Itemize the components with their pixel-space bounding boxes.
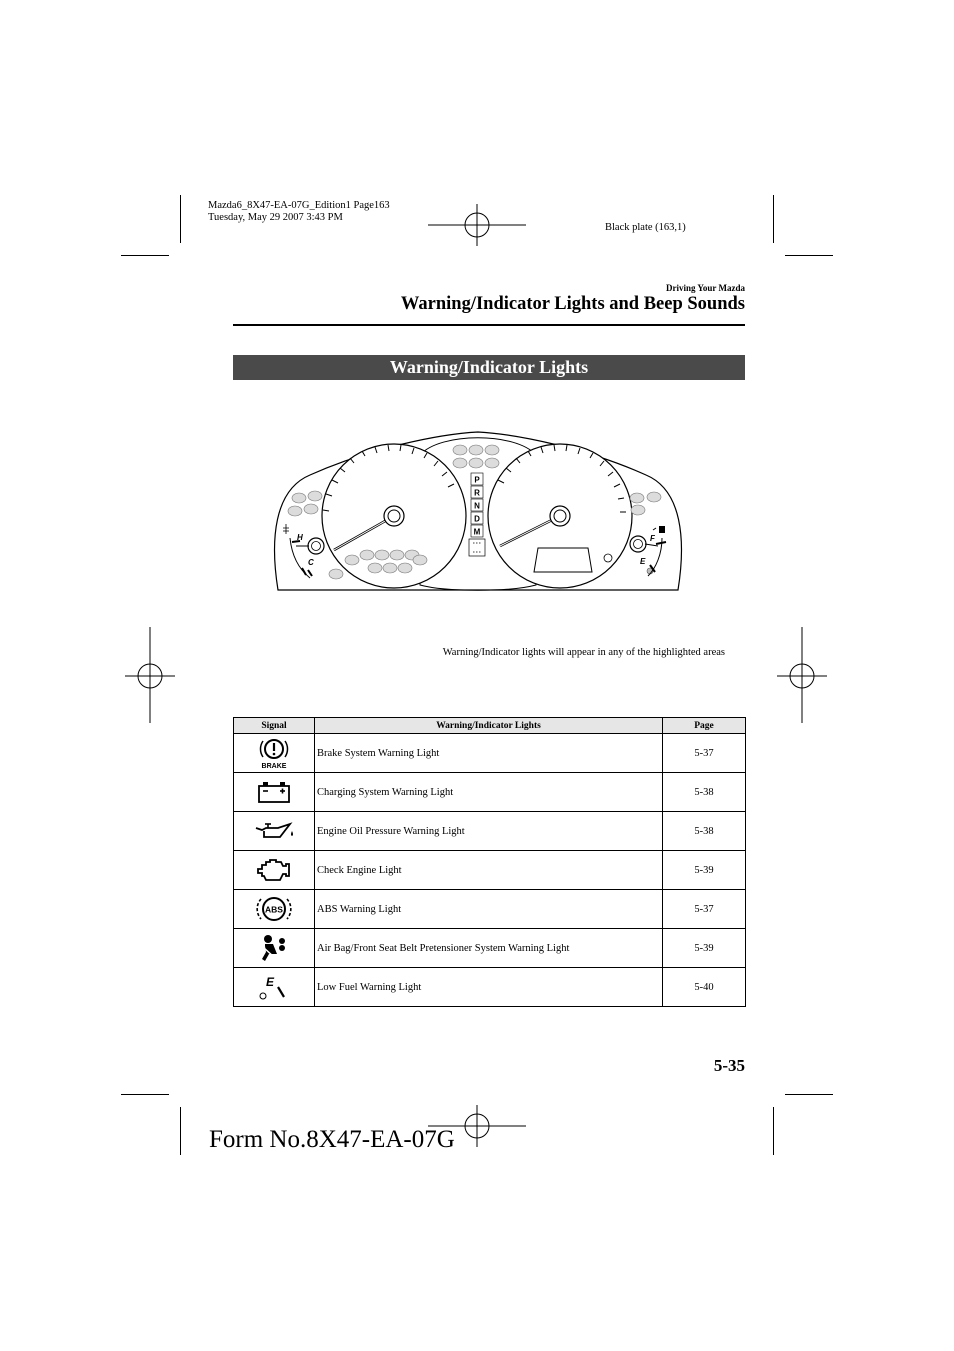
signal-cell: [234, 890, 315, 929]
light-name: Charging System Warning Light: [315, 773, 663, 812]
table-row: [234, 929, 746, 968]
temp-hot-label: H: [297, 533, 303, 542]
battery-icon: [256, 779, 292, 805]
oil-can-icon: [252, 818, 296, 844]
brake-warning-icon: [257, 736, 291, 770]
page-number: 5-35: [713, 1056, 745, 1075]
title-rule: [233, 324, 745, 326]
fuel-full-label: F: [650, 534, 655, 543]
table-row: [234, 851, 746, 890]
low-fuel-icon-label: E: [266, 975, 275, 989]
engine-icon: [254, 855, 294, 885]
print-meta-plate: Black plate (163,1): [605, 222, 686, 233]
registration-mark-top: [428, 200, 526, 248]
page-reference: 5-38: [663, 773, 746, 812]
print-meta-line2: Tuesday, May 29 2007 3:43 PM: [208, 212, 343, 223]
fuel-empty-label: E: [640, 557, 646, 566]
low-fuel-icon: [257, 972, 291, 1002]
page-reference: 5-38: [663, 812, 746, 851]
gear-letter-n: N: [474, 501, 480, 511]
gear-letter-d: D: [474, 514, 480, 524]
light-name: Check Engine Light: [315, 851, 663, 890]
temperature-gauge: [283, 524, 324, 578]
form-number: Form No.8X47-EA-07G: [209, 1126, 455, 1153]
section-name: Driving Your Mazda: [665, 283, 745, 293]
gear-letter-m: M: [473, 527, 481, 537]
gear-letter-r: R: [474, 488, 480, 498]
gear-selector: [469, 473, 485, 556]
light-name: ABS Warning Light: [315, 890, 663, 929]
abs-icon: [255, 893, 293, 925]
signal-cell: [234, 968, 315, 1007]
page-reference: 5-40: [663, 968, 746, 1007]
abs-icon-label: ABS: [265, 904, 283, 915]
column-header-lights: Warning/Indicator Lights: [315, 718, 663, 734]
registration-mark-left: [125, 627, 175, 723]
warning-lights-table: [233, 717, 746, 1007]
airbag-icon: [257, 932, 291, 964]
signal-cell: [234, 734, 315, 773]
signal-cell: [234, 812, 315, 851]
table-row: [234, 812, 746, 851]
print-meta-line1: Mazda6_8X47-EA-07G_Edition1 Page163: [208, 200, 390, 211]
page-reference: 5-39: [663, 851, 746, 890]
signal-cell: [234, 851, 315, 890]
cluster-caption: Warning/Indicator lights will appear in any of the highlighted areas: [442, 647, 725, 658]
instrument-cluster-illustration: [270, 420, 686, 596]
table-row: [234, 734, 746, 773]
page-title: Warning/Indicator Lights and Beep Sounds: [400, 294, 745, 314]
light-name: Low Fuel Warning Light: [315, 968, 663, 1007]
column-header-page: Page: [663, 718, 746, 734]
gear-letter-p: P: [474, 475, 480, 485]
page-reference: 5-37: [663, 890, 746, 929]
table-row: [234, 890, 746, 929]
brake-icon-label: BRAKE: [261, 763, 287, 770]
signal-cell: [234, 929, 315, 968]
table-row: [234, 773, 746, 812]
light-name: Engine Oil Pressure Warning Light: [315, 812, 663, 851]
page-reference: 5-37: [663, 734, 746, 773]
column-header-signal: Signal: [234, 718, 315, 734]
table-header-row: [234, 718, 746, 734]
light-name: Brake System Warning Light: [315, 734, 663, 773]
section-banner: Warning/Indicator Lights: [233, 355, 745, 380]
signal-cell: [234, 773, 315, 812]
page-reference: 5-39: [663, 929, 746, 968]
light-name: Air Bag/Front Seat Belt Pretensioner System Warning Light: [315, 929, 663, 968]
registration-mark-right: [777, 627, 827, 723]
table-row: [234, 968, 746, 1007]
temp-cold-label: C: [308, 558, 314, 567]
